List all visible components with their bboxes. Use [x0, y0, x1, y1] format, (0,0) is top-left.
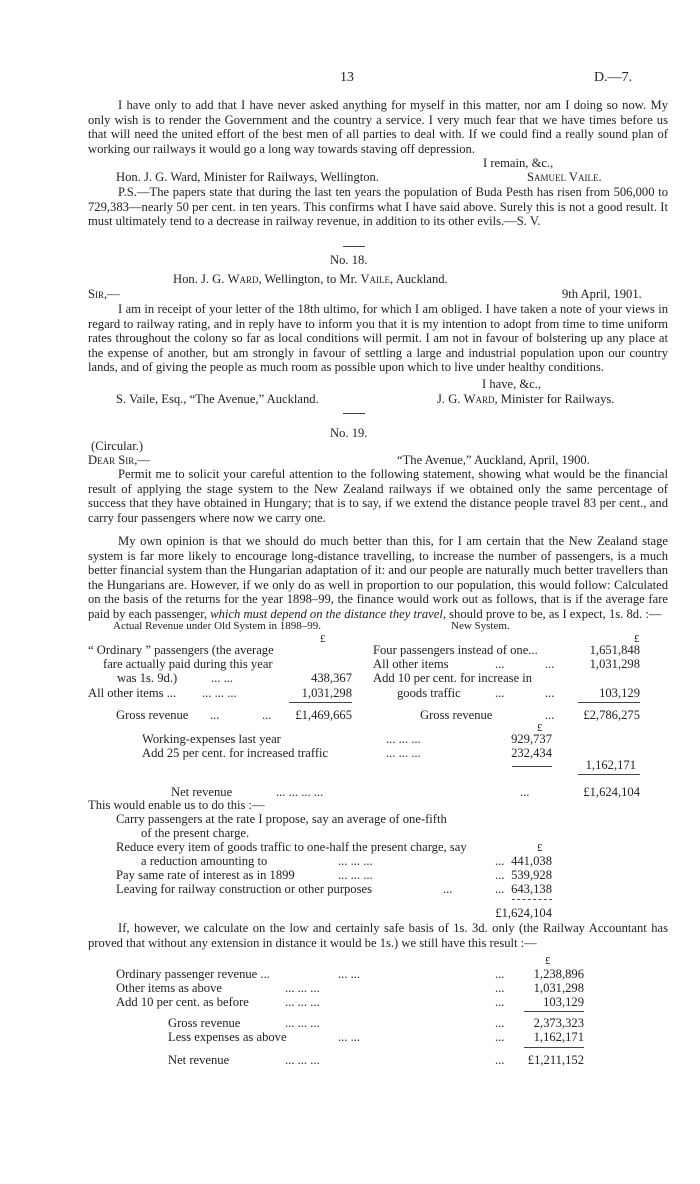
new-row-label: goods traffic — [397, 686, 461, 700]
letter18-heading: Hon. J. G. Ward, Wellington, to Mr. Vaile, Auckland. — [173, 272, 448, 286]
lowbasis-less-label: Less expenses as above — [168, 1030, 287, 1044]
sum-rule — [578, 702, 640, 703]
enable-item: a reduction amounting to — [141, 854, 268, 868]
page-number: 13 — [340, 70, 354, 85]
lowbasis-row-label: Ordinary passenger revenue ... — [116, 967, 270, 981]
dot-leader: ... — [495, 882, 505, 896]
gross-revenue-label: Gross revenue — [420, 708, 493, 722]
letter18-body: I am in receipt of your letter of the 18th ultimo, for which I am obliged. I have taken a note of your views in regard to railway rating, and in reply have to inform you that it is my intention to adopt from time to time uniform rates throughout the colony so far as local conditions will permit. I am not in favour of bolstering up any place at the expense of another, but am strongly in favour of settling a large and industrial population upon our country lands, and of giving the people as much room as possible upon which to live under healthy conditions. — [88, 302, 668, 375]
sum-rule — [512, 766, 552, 767]
letter19-circular: (Circular.) — [91, 439, 144, 453]
old-row-label: fare actually paid during this year — [103, 657, 273, 671]
dot-leader: ... — [545, 708, 555, 722]
letter18-addressee: S. Vaile, Esq., “The Avenue,” Auckland. — [116, 392, 319, 406]
letter17-addressee: Hon. J. G. Ward, Minister for Railways, Wellington. — [116, 170, 379, 184]
letter17-postscript: P.S.—The papers state that during the last ten years the population of Buda Pesth has risen from 506,000 to 729,383—nearly 50 per cent. in ten years. This confirms what I have said above. Surely this is not a good result. It must ultimately tend to a decrease in railway revenue, in addition to its other evils.—S. V. — [88, 185, 668, 229]
old-system-heading: Actual Revenue under Old System in 1898–99. — [113, 620, 322, 632]
dot-leader: ... ... ... — [285, 1053, 320, 1067]
enable-value: 643,138 — [511, 882, 552, 896]
dot-leader: ... ... ... — [285, 995, 320, 1009]
expense-value: 232,434 — [511, 746, 552, 760]
gross-revenue-label: Gross revenue — [116, 708, 189, 722]
dot-leader: ... — [495, 1016, 505, 1030]
expense-value: 929,737 — [511, 732, 552, 746]
enable-item: Carry passengers at the rate I propose, say an average of one-fifth — [116, 812, 447, 826]
lowbasis-row-value: 103,129 — [543, 995, 584, 1009]
letter17-closing: I remain, &c., — [483, 156, 554, 170]
currency-symbol: £ — [320, 633, 326, 645]
dot-leader: ... ... ... — [285, 981, 320, 995]
dot-leader: ... — [495, 981, 505, 995]
lowbasis-row-label: Other items as above — [116, 981, 222, 995]
letter17-paragraph: I have only to add that I have never asked anything for myself in this matter, nor am I doing so now. My only wish is to render the Government and the country a service. I very much fear that we have times before us that will need the united effort of the best men of all parties to deal with. If we could find a really sound plan of working our railways it would go a long way towards staving off depression. — [88, 98, 668, 156]
dot-leader: ... — [495, 686, 505, 700]
dot-leader: ... — [545, 657, 555, 671]
dot-leader: ... — [210, 708, 220, 722]
sum-rule — [524, 1047, 584, 1048]
lowbasis-gross-value: 2,373,323 — [533, 1016, 584, 1030]
dot-leader: ... ... — [338, 1030, 361, 1044]
letter17-signature: Samuel Vaile. — [527, 170, 602, 184]
dot-leader: ... ... ... ... — [276, 785, 324, 799]
old-row-value: 1,031,298 — [301, 686, 352, 700]
letter19-paragraph-2: My own opinion is that we should do much better than this, for I am certain that the New Zealand stage system is far more likely to encourage long-distance travelling, to increase the number of passengers, is a much better financial system than the Hungarian adaptation of it: and our people are naturally much better travellers than the Hungarians are. However, if we only do as well in proportion to our population, this would follow: Calculated on the basis of the returns for the year 1898–99, the finance would work out as follows, that is if the average fare paid by each passenger, which must depend on the distance they travel, should prove to be, as I expect, 1s. 8d. :— — [88, 534, 668, 621]
letter19-salutation: Dear Sir,— — [88, 453, 150, 467]
dot-leader: ... — [262, 708, 272, 722]
sum-rule — [512, 899, 552, 900]
enable-intro: This would enable us to do this :— — [88, 798, 265, 812]
lowbasis-row-value: 1,031,298 — [533, 981, 584, 995]
low-basis-paragraph: If, however, we calculate on the low and certainly safe basis of 1s. 3d. only (the Railway Accountant has proved that without any extension in distance it would be 1s.) we still have this result :— — [88, 921, 668, 950]
dot-leader: ... ... ... — [386, 732, 421, 746]
letter18-salutation: Sir,— — [88, 287, 120, 301]
dot-leader: ... — [495, 967, 505, 981]
dot-leader: ... ... ... — [285, 1016, 320, 1030]
new-row-value: 103,129 — [599, 686, 640, 700]
sum-rule — [524, 1011, 584, 1012]
lowbasis-net-value: £1,211,152 — [527, 1053, 584, 1067]
currency-symbol: £ — [634, 633, 640, 645]
enable-value: 539,928 — [511, 868, 552, 882]
dot-leader: ... — [495, 868, 505, 882]
currency-symbol: £ — [545, 955, 551, 967]
enable-item: of the present charge. — [141, 826, 250, 840]
dot-leader: ... — [495, 995, 505, 1009]
dot-leader: ... ... — [211, 671, 234, 685]
dot-leader: ... ... ... — [338, 854, 373, 868]
lowbasis-gross-label: Gross revenue — [168, 1016, 241, 1030]
sum-rule — [578, 774, 640, 775]
letter19-number: No. 19. — [330, 426, 368, 440]
separator-rule — [343, 246, 365, 247]
dot-leader: ... — [443, 882, 453, 896]
dot-leader: ... ... ... — [338, 868, 373, 882]
expense-label: Add 25 per cent. for increased traffic — [142, 746, 329, 760]
old-row-label: All other items ... — [88, 686, 177, 700]
dot-leader: ... ... ... — [386, 746, 421, 760]
lowbasis-less-value: 1,162,171 — [533, 1030, 584, 1044]
dot-leader: ... — [495, 1053, 505, 1067]
currency-symbol: £ — [537, 842, 543, 854]
new-row-value: 1,651,848 — [589, 643, 640, 657]
new-row-label: Four passengers instead of one... — [373, 643, 538, 657]
old-row-label: “ Ordinary ” passengers (the average — [88, 643, 274, 657]
enable-total: £1,624,104 — [495, 906, 552, 920]
enable-item: Leaving for railway construction or other purposes — [116, 882, 372, 896]
dot-leader: ... ... — [338, 967, 361, 981]
separator-rule — [343, 413, 365, 414]
letter19-date: “The Avenue,” Auckland, April, 1900. — [397, 453, 590, 467]
gross-revenue-new: £2,786,275 — [583, 708, 640, 722]
currency-symbol: £ — [537, 722, 543, 734]
dot-leader: ... — [495, 657, 505, 671]
lowbasis-row-label: Add 10 per cent. as before — [116, 995, 249, 1009]
net-revenue-value: £1,624,104 — [583, 785, 640, 799]
enable-item: Pay same rate of interest as in 1899 — [116, 868, 295, 882]
letter18-closing: I have, &c., — [482, 377, 542, 391]
new-row-value: 1,031,298 — [589, 657, 640, 671]
letter18-date: 9th April, 1901. — [562, 287, 642, 301]
lowbasis-row-value: 1,238,896 — [533, 967, 584, 981]
dot-leader: ... — [495, 1030, 505, 1044]
enable-value: 441,038 — [511, 854, 552, 868]
enable-item: Reduce every item of goods traffic to one-half the present charge, say — [116, 840, 467, 854]
letter19-paragraph-1: Permit me to solicit your careful attention to the following statement, showing what would be the financial result of applying the stage system to the New Zealand railways if we obtained only the same percentage of success that they have obtained in Hungary; that is to say, if we extend the distance people travel 83 per cent., and carry four passengers where now we carry one. — [88, 467, 668, 525]
dot-leader: ... — [495, 854, 505, 868]
gross-revenue-old: £1,469,665 — [295, 708, 352, 722]
dot-leader: ... — [520, 785, 530, 799]
letter18-signature: J. G. Ward, Minister for Railways. — [437, 392, 615, 406]
net-revenue-label: Net revenue — [171, 785, 233, 799]
new-row-label: Add 10 per cent. for increase in — [373, 671, 533, 685]
lowbasis-net-label: Net revenue — [168, 1053, 230, 1067]
new-row-label: All other items — [373, 657, 449, 671]
expense-label: Working-expenses last year — [142, 732, 281, 746]
letter18-number: No. 18. — [330, 253, 368, 267]
expenses-total: 1,162,171 — [585, 758, 636, 772]
document-reference: D.—7. — [594, 70, 633, 85]
sum-rule — [289, 702, 352, 703]
old-row-value: 438,367 — [311, 671, 352, 685]
old-row-label: was 1s. 9d.) — [117, 671, 178, 685]
new-system-heading: New System. — [451, 620, 510, 632]
dot-leader: ... ... ... — [202, 686, 237, 700]
dot-leader: ... — [545, 686, 555, 700]
